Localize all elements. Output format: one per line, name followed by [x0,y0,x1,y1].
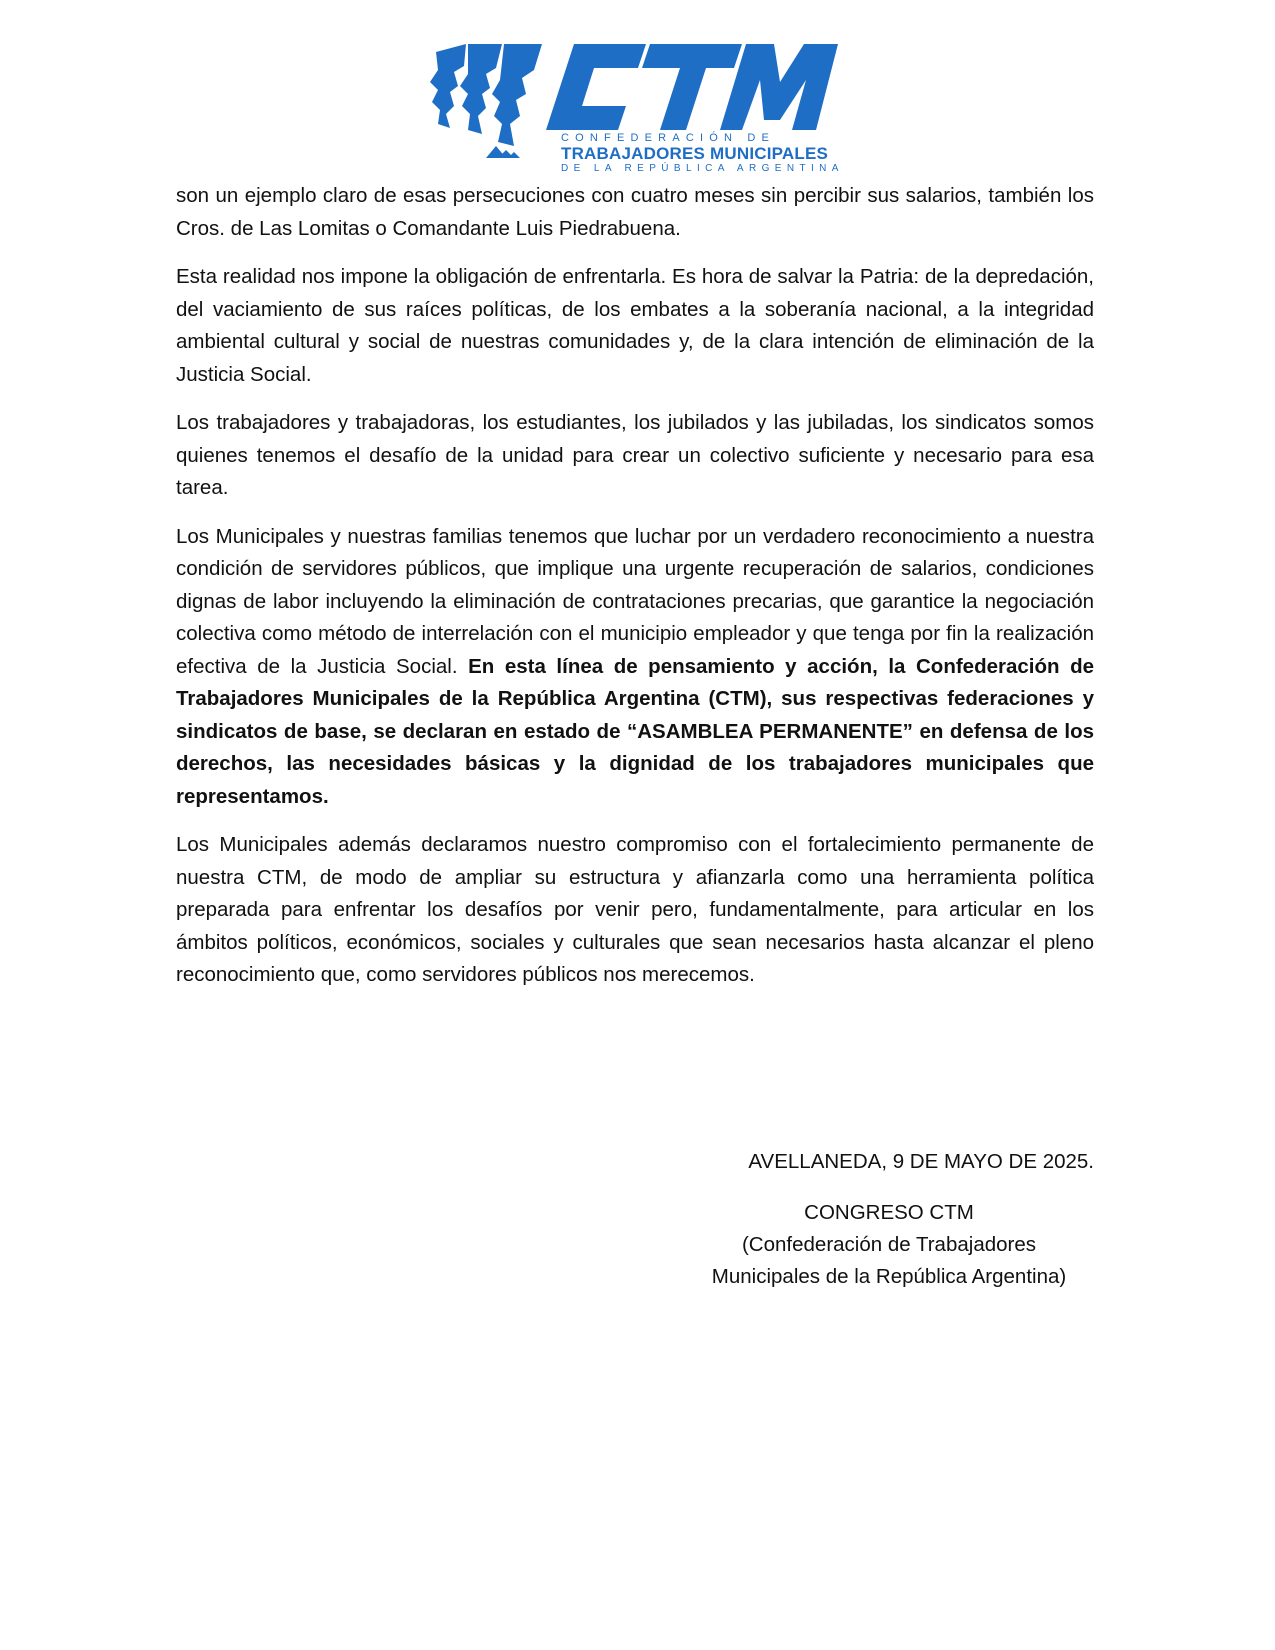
paragraph-3: Los trabajadores y trabajadoras, los estudiantes, los jubilados y las jubiladas, los sindicatos somos quienes tenemos el desafío de la unidad para crear un colectivo suficiente y necesario para esa tarea. [176,411,1094,499]
signature-block [684,1197,1094,1293]
signature-org-line-1: (Confederación de Trabajadores [741,1233,1037,1256]
paragraph-1: son un ejemplo claro de esas persecuciones con cuatro meses sin percibir sus salarios, también los Cros. de Las Lomitas o Comandante Luis Piedrabuena. [176,184,1094,240]
document-date: AVELLANEDA, 9 DE MAYO DE 2025. [748,1150,1094,1173]
logo-caption [561,132,844,175]
signature-congreso: CONGRESO CTM [804,1201,974,1224]
paragraph-4-regular: Los Municipales y nuestras familias tenemos que luchar por un verdadero reconocimiento a nuestra condición de servidores públicos, que implique una urgente recuperación de salarios, condiciones dignas de labor incluyendo la eliminación de contrataciones precarias, que garantice la negociación colectiva como método de interrelación con el municipio empleador y que tenga por fin la realización efectiva de la Justicia Social. [176,524,1094,678]
signature-org-line-2: Municipales de la República Argentina) [711,1265,1067,1288]
document-body [176,180,1094,1008]
logo-line-confederacion: CONFEDERACIÓN DE [561,132,776,144]
paragraph-5: Los Municipales además declaramos nuestro compromiso con el fortalecimiento permanente de nuestra CTM, de modo de ampliar su estructura y afianzarla como una herramienta política preparada para enfrentar los desafíos por venir pero, fundamentalmente, para articular en los ámbitos políticos, económicos, sociales y culturales que sean necesarios hasta alcanzar el pleno reconocimiento que, como servidores públicos nos merecemos. [176,833,1094,986]
logo-line-trabajadores: TRABAJADORES MUNICIPALES [561,144,829,163]
logo-line-republica: DE LA REPÚBLICA ARGENTINA [561,163,844,174]
paragraph-4-bold-declaration: En esta línea de pensamiento y acción, la Confederación de Trabajadores Municipales de la República Argentina (CTM), sus respectivas federaciones y sindicatos de base, se declaran en estado de “ASAMBLEA PERMANENTE” en defensa de los derechos, las necesidades básicas y la dignidad de los trabajadores municipales que representamos. [176,654,1094,808]
ctm-logo [424,42,844,182]
paragraph-2: Esta realidad nos impone la obligación de enfrentarla. Es hora de salvar la Patria: de la depredación, del vaciamiento de sus raíces políticas, de los embates a la soberanía nacional, a la integridad ambiental cultural y social de nuestras comunidades y, de la clara intención de eliminación de la Justicia Social. [176,265,1094,386]
paragraph-4 [176,521,1094,814]
